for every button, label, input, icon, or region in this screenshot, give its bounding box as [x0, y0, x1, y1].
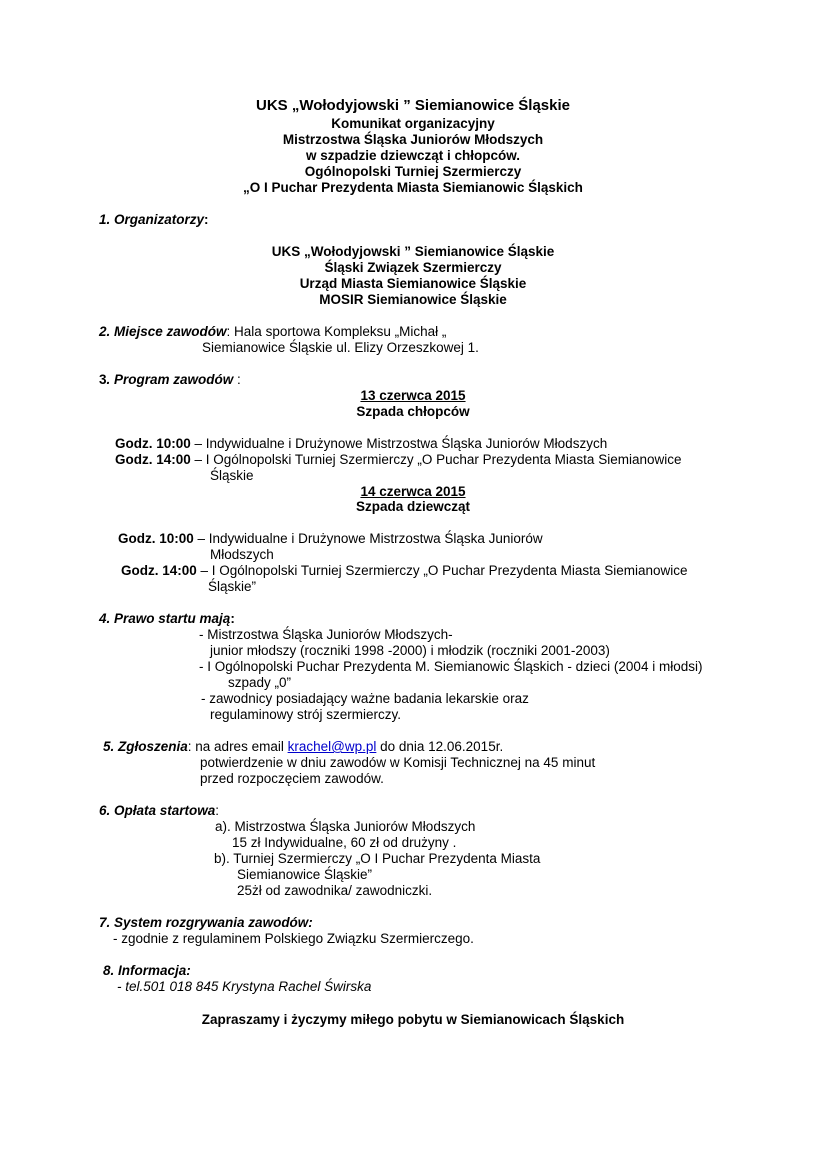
closing-line: Zapraszamy i życzymy miłego pobytu w Siemianowicach Śląskich: [201, 1012, 625, 1027]
header-line-3: w szpadzie dziewcząt i chłopców.: [305, 148, 521, 163]
day-1-event-2-cont: Śląskie: [210, 468, 254, 483]
day-2-event-2: [121, 563, 687, 579]
day-2-event-1-cont: Młodszych: [210, 547, 274, 562]
eligibility-line-5: - zawodnicy posiadający ważne badania lekarskie oraz: [201, 691, 529, 706]
day-2-event-2-text: – I Ogólnopolski Turniej Szermierczy „O Puchar Prezydenta Miasta Siemianowice: [196, 563, 688, 578]
day-2-event-2-time: Godz. 14:00: [121, 563, 197, 578]
eligibility-line-2: junior młodszy (roczniki 1998 -2000) i młodzik (roczniki 2001-2003): [210, 643, 610, 658]
registration-line-2: potwierdzenie w dniu zawodów w Komisji Technicznej na 45 minut: [200, 755, 596, 770]
section-3-colon: :: [233, 372, 241, 387]
section-3-heading: [99, 372, 241, 388]
section-2-heading: [99, 324, 446, 340]
eligibility-line-4: szpady „0”: [228, 675, 292, 690]
fee-line-5: 25żł od zawodnika/ zawodniczki.: [237, 883, 433, 898]
document-title: UKS „Wołodyjowski ” Siemianowice Śląskie: [256, 97, 570, 114]
fee-line-4: Siemianowice Śląskie”: [237, 867, 373, 882]
eligibility-line-1: - Mistrzostwa Śląska Juniorów Młodszych-: [199, 627, 453, 642]
section-4-title: 4. Prawo startu mają: [99, 611, 231, 626]
section-3-title: . Program zawodów: [106, 372, 234, 387]
section-6-title: 6. Opłata startowa: [99, 803, 216, 818]
day-2-event-1: [118, 531, 543, 547]
day-1-event-2: [115, 452, 681, 468]
eligibility-line-3: - I Ogólnopolski Puchar Prezydenta M. Siemianowic Śląskich - dzieci (2004 i młodsi): [199, 659, 703, 674]
eligibility-line-6: regulaminowy strój szermierczy.: [210, 707, 402, 722]
section-3-number: 3: [99, 372, 107, 387]
fee-line-3: b). Turniej Szermierczy „O I Puchar Prezydenta Miasta: [214, 851, 541, 866]
section-6-heading: [99, 803, 219, 819]
registration-line-3: przed rozpoczęciem zawodów.: [200, 771, 384, 786]
day-1-event-2-time: Godz. 14:00: [115, 452, 191, 467]
venue-address: Siemianowice Śląskie ul. Elizy Orzeszkowej 1.: [202, 340, 479, 355]
section-5-title: 5. Zgłoszenia: [103, 739, 188, 754]
day-2-date: 14 czerwca 2015: [360, 484, 466, 499]
email-link[interactable]: krachel@wp.pl: [287, 739, 377, 754]
section-1-colon: :: [204, 212, 209, 227]
day-1-event-2-text: – I Ogólnopolski Turniej Szermierczy „O Puchar Prezydenta Miasta Siemianowice: [190, 452, 682, 467]
fee-line-1: a). Mistrzostwa Śląska Juniorów Młodszych: [215, 819, 476, 834]
section-6-colon: :: [215, 803, 220, 818]
header-line-2: Mistrzostwa Śląska Juniorów Młodszych: [282, 132, 544, 147]
system-line: - zgodnie z regulaminem Polskiego Związku Szermierczego.: [113, 931, 474, 946]
venue-text: : Hala sportowa Kompleksu „Michał „: [226, 324, 447, 339]
header-line-5: „O I Puchar Prezydenta Miasta Siemianowic Śląskich: [243, 180, 583, 195]
day-2-event-1-time: Godz. 10:00: [118, 531, 194, 546]
organizer-2: Śląski Związek Szermierczy: [324, 260, 502, 275]
day-1-event-1: [115, 436, 607, 452]
day-1-event-1-text: – Indywidualne i Drużynowe Mistrzostwa Śląska Juniorów Młodszych: [190, 436, 608, 451]
organizer-4: MOSIR Siemianowice Śląskie: [319, 292, 507, 307]
header-line-4: Ogólnopolski Turniej Szermierczy: [304, 164, 522, 179]
fee-line-2: 15 zł Indywidualne, 60 zł od drużyny .: [232, 835, 457, 850]
day-2-event-2-cont: Śląskie”: [208, 579, 257, 594]
section-2-title: 2. Miejsce zawodów: [99, 324, 227, 339]
section-4-heading: [99, 611, 235, 627]
section-1-heading: [99, 212, 209, 228]
organizer-1: UKS „Wołodyjowski ” Siemianowice Śląskie: [271, 244, 555, 259]
day-2-title: Szpada dziewcząt: [355, 499, 471, 514]
day-1-event-1-time: Godz. 10:00: [115, 436, 191, 451]
header-line-1: Komunikat organizacyjny: [331, 116, 495, 131]
day-2-event-1-text: – Indywidualne i Drużynowe Mistrzostwa Śląska Juniorów: [193, 531, 543, 546]
organizer-3: Urząd Miasta Siemianowice Śląskie: [299, 276, 527, 291]
section-7-heading: 7. System rozgrywania zawodów:: [99, 915, 313, 930]
section-1-title: 1. Organizatorzy: [99, 212, 205, 227]
day-1-date: 13 czerwca 2015: [360, 388, 466, 403]
contact-line: - tel.501 018 845 Krystyna Rachel Świrska: [117, 979, 372, 994]
registration-text-b: do dnia 12.06.2015r.: [376, 739, 504, 754]
section-8-heading: 8. Informacja:: [103, 963, 191, 978]
section-5-heading: [103, 739, 503, 755]
registration-text-a: : na adres email: [187, 739, 288, 754]
section-4-colon: :: [230, 611, 235, 626]
day-1-title: Szpada chłopców: [356, 404, 470, 419]
